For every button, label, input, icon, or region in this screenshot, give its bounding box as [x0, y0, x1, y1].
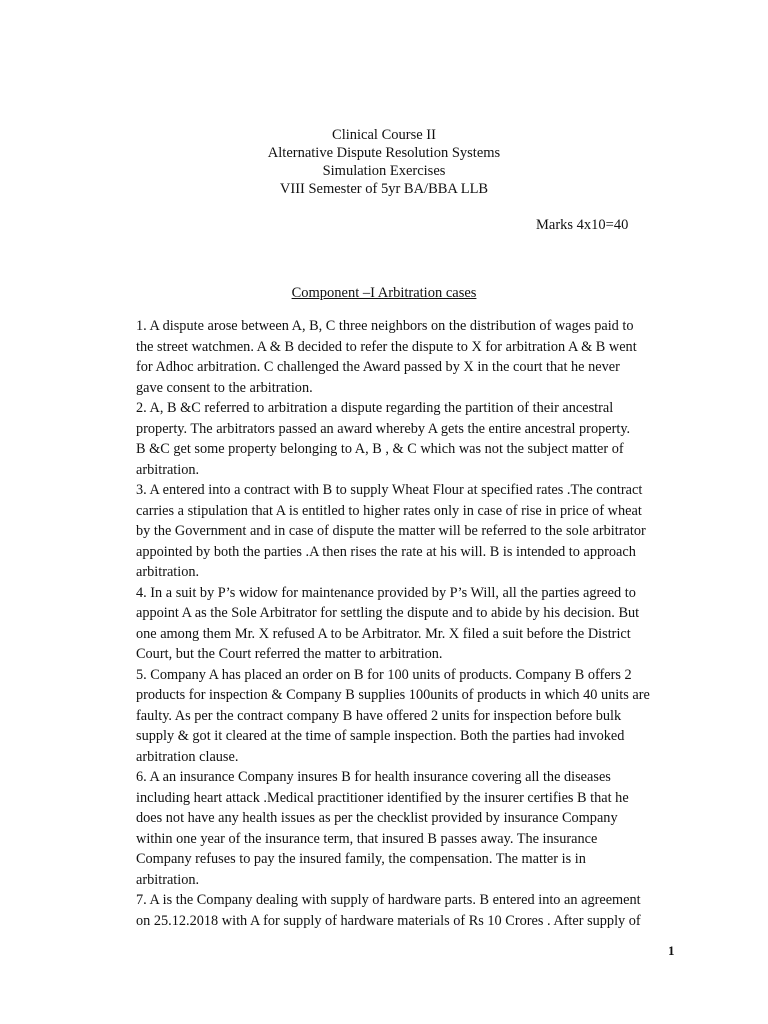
case-line: for Adhoc arbitration. C challenged the Award passed by X in the court that he never [136, 359, 620, 375]
case-line: B &C get some property belonging to A, B , & C which was not the subject matter of [136, 441, 624, 457]
case-item-2 [136, 398, 682, 480]
case-line: gave consent to the arbitration. [136, 379, 313, 396]
marks-info: Marks 4x10=40 [536, 217, 629, 233]
exercise-type: Simulation Exercises [322, 163, 446, 179]
case-line: including heart attack .Medical practitioner identified by the insurer certifies B that he [136, 789, 629, 806]
case-line: 5. Company A has placed an order on B for 100 units of products. Company B offers 2 [136, 666, 632, 683]
case-item-3 [136, 480, 682, 583]
case-line: arbitration. [136, 871, 200, 888]
semester-info: VIII Semester of 5yr BA/BBA LLB [279, 181, 489, 197]
case-item-7 [136, 890, 682, 931]
case-line: one among them Mr. X refused A to be Arbitrator. Mr. X filed a suit before the District [136, 625, 631, 642]
case-line: Company refuses to pay the insured family, the compensation. The matter is in [136, 851, 586, 867]
case-item-6 [136, 767, 682, 890]
case-line: 6. A an insurance Company insures B for health insurance covering all the diseases [136, 769, 611, 785]
case-line: property. The arbitrators passed an award whereby A gets the entire ancestral property. [136, 420, 631, 437]
case-line: by the Government and in case of dispute the matter will be referred to the sole arbitrator [136, 523, 646, 539]
case-line: supply & got it cleared at the time of sample inspection. Both the parties had invoked [136, 728, 625, 744]
case-line: faulty. As per the contract company B have offered 2 units for inspection before bulk [136, 707, 622, 724]
case-line: does not have any health issues as per the checklist provided by insurance Company [136, 810, 618, 826]
case-line: arbitration. [136, 564, 200, 580]
case-line: the street watchmen. A & B decided to refer the dispute to X for arbitration A & B went [136, 338, 637, 355]
case-line: 1. A dispute arose between A, B, C three neighbors on the distribution of wages paid to [136, 318, 634, 334]
case-item-4 [136, 583, 682, 665]
case-line: arbitration. [136, 461, 200, 478]
case-line: 2. A, B &C referred to arbitration a dispute regarding the partition of their ancestral [136, 400, 614, 416]
case-line: Court, but the Court referred the matter to arbitration. [136, 646, 443, 662]
component-heading [0, 284, 768, 302]
case-line: appoint A as the Sole Arbitrator for settling the dispute and to abide by his decision. But [136, 605, 640, 621]
case-line: arbitration clause. [136, 748, 239, 765]
case-line: appointed by both the parties .A then rises the rate at his will. B is intended to approach [136, 543, 636, 560]
component-heading-text: Component –I Arbitration cases [291, 285, 477, 301]
case-line: within one year of the insurance term, that insured B passes away. The insurance [136, 830, 598, 847]
page-number: 1 [668, 943, 675, 958]
course-subject: Alternative Dispute Resolution Systems [267, 145, 501, 161]
document-header [0, 126, 768, 198]
course-title: Clinical Course II [332, 127, 436, 143]
case-line: 7. A is the Company dealing with supply of hardware parts. B entered into an agreement [136, 892, 641, 908]
case-item-1 [136, 316, 682, 398]
case-item-5 [136, 665, 682, 768]
case-line: products for inspection & Company B supplies 100units of products in which 40 units are [136, 687, 650, 703]
case-line: on 25.12.2018 with A for supply of hardware materials of Rs 10 Crores . After supply of [136, 912, 641, 929]
case-line: carries a stipulation that A is entitled to higher rates only in case of rise in price of wheat [136, 502, 642, 519]
case-line: 3. A entered into a contract with B to supply Wheat Flour at specified rates .The contract [136, 482, 643, 498]
case-list [136, 316, 682, 931]
case-line: 4. In a suit by P’s widow for maintenance provided by P’s Will, all the parties agreed to [136, 584, 636, 601]
